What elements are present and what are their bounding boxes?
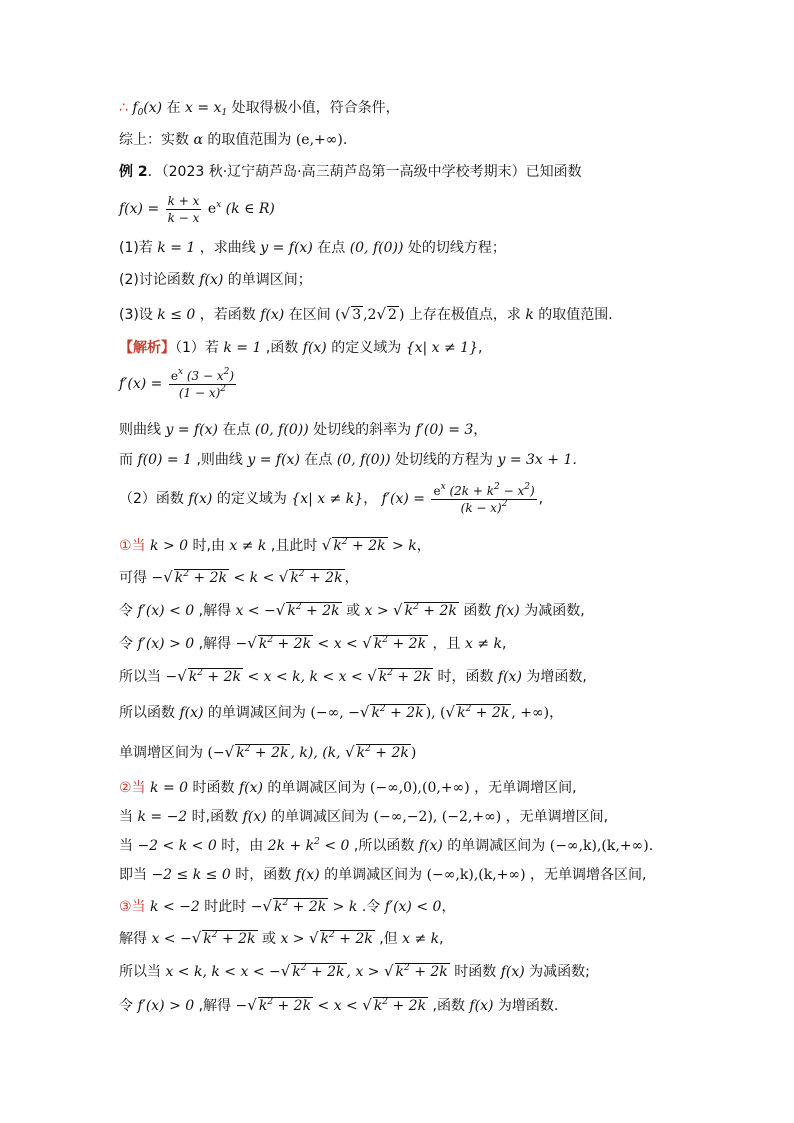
solution-part-2: （2）函数 f(x) 的定义域为 {x| x ≠ k}， f′(x) = $\frac{e^x (2k + k^2 - x^2)}{(k - x)^2}$ , (119, 481, 544, 515)
case-3-line-2: 解得 x < −√ $k^2 + 2k$ 或 x > √ $k^2 + 2k$ ,但 x ≠ k, (119, 929, 444, 947)
line-conclusion: 综上：实数 α 的取值范围为 (e,+∞). (119, 132, 348, 148)
case-1-line-4: 令 f′(x) > 0 ,解得 −√ $k^2 + 2k < x$ < √ $k^2 + 2k$ ，且 x ≠ k, (119, 634, 507, 652)
case-3-line-3: 所以当 x < k, k < x < −√ $k^2 + 2k$ , x > √ $k^2 + 2k$ 时函数 f(x) 为减函数; (119, 962, 590, 980)
case-2-line-2: 当 k = −2 时,函数 f(x) 的单调减区间为 (−∞,−2), (−2,+∞) ，无单调增区间, (119, 809, 609, 825)
solution-label: 【解析】 (119, 340, 175, 356)
example-2-header: 例 2．（2023 秋·辽宁葫芦岛·高三葫芦岛第一高级中学校考期末）已知函数 (119, 164, 582, 180)
case-1-line-2: 可得 −√ $k^2 + 2k < k$ < √ $k^2 + 2k$ ， (119, 568, 359, 586)
case-1-line-3: 令 f′(x) < 0 ,解得 x < −√ $k^2 + 2k$ 或 x > √ $k^2 + 2k$ 函数 f(x) 为减函数, (119, 601, 585, 619)
question-2: (2)讨论函数 f(x) 的单调区间； (119, 272, 312, 288)
function-definition: f(x) = $\frac{k + x}{k - x}$ $e^x$ (k ∈ R) (119, 193, 275, 225)
derivative-formula-1: f′(x) = $\frac{e^x (3 - x^2)}{(1 - x)^2}$ (119, 366, 235, 400)
therefore-symbol: ∴ (119, 100, 128, 116)
case-2-line-1: ②当 k = 0 时函数 f(x) 的单调减区间为 (−∞,0),(0,+∞) ，无单调增区间, (119, 780, 577, 796)
case-1-line-7: 单调增区间为 (−√ $k^2 + 2k$ , k), (k, √ $k^2 + 2k$ ) (119, 743, 417, 761)
case-2-line-4: 即当 −2 ≤ k ≤ 0 时，函数 f(x) 的单调减区间为 (−∞,k),(k,+∞) ，无单调增各区间, (119, 867, 647, 883)
question-3: (3)设 k ≤ 0 ，若函数 f(x) 在区间 (√ 3 ,2√ 2 ) 上存在极值点，求 k 的取值范围. (119, 305, 613, 323)
case-1-line-5: 所以当 −√ $k^2 + 2k < x < k$, k < x < √ $k^2 + 2k$ 时，函数 f(x) 为增函数, (119, 667, 587, 685)
case-1-line-6: 所以函数 f(x) 的单调减区间为 (−∞, −√ $k^2 + 2k$ ), (√ $k^2 + 2k$ , +∞)， (119, 703, 564, 721)
question-1: (1)若 k = 1 ，求曲线 y = f(x) 在点 (0, f(0)) 处的切线方程； (119, 240, 506, 256)
example-label: 例 2 (119, 164, 148, 180)
case-3-line-1: ③当 k < −2 时此时 −√ $k^2 + 2k > k$ .令 f′(x) < 0， (119, 897, 456, 915)
line-min-value: ∴ $f_0(x)$ 在 $x = x_1$ 处取得极小值，符合条件， (119, 100, 400, 118)
case-1-line-1: ①当 k > 0 时,由 x ≠ k ,且此时 √ $k^2 + 2k > k$， (119, 536, 431, 554)
slope-line: 则曲线 y = f(x) 在点 (0, f(0)) 处切线的斜率为 f′(0) = 3， (119, 422, 488, 438)
case-3-line-4: 令 f′(x) > 0 ,解得 −√ $k^2 + 2k < x$ < √ $k^2 + 2k$ ,函数 f(x) 为增函数. (119, 996, 559, 1014)
tangent-line: 而 f(0) = 1 ,则曲线 y = f(x) 在点 (0, f(0)) 处切线的方程为 y = 3x + 1. (119, 452, 577, 468)
solution-part-1: 【解析】（1）若 k = 1 ,函数 f(x) 的定义域为 {x| x ≠ 1}, (119, 340, 483, 356)
case-2-line-3: 当 −2 < k < 0 时，由 $2k + k^2 < 0$ ,所以函数 f(x) 的单调减区间为 (−∞,k),(k,+∞). (119, 837, 654, 854)
